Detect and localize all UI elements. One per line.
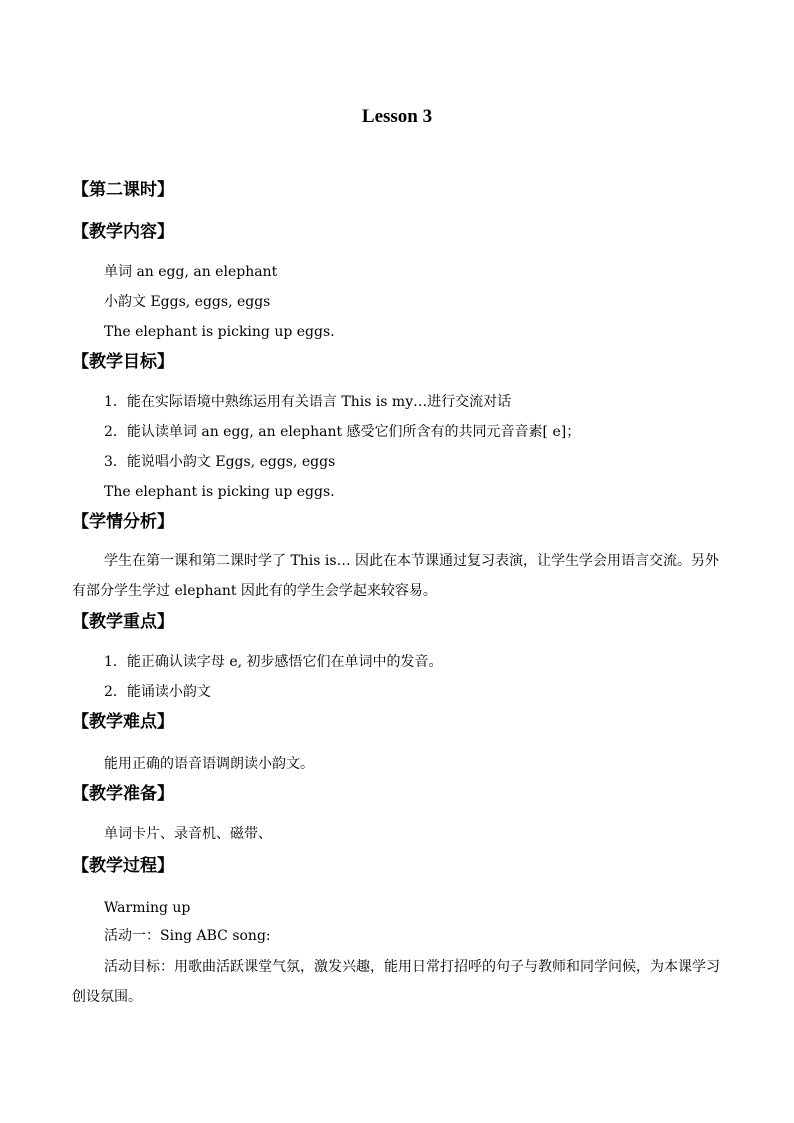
content-line: The elephant is picking up eggs. bbox=[104, 324, 335, 340]
key-points-line: 1．能正确认读字母 e, 初步感悟它们在单词中的发音。 bbox=[104, 654, 443, 670]
goals-line: The elephant is picking up eggs. bbox=[104, 484, 335, 500]
difficulties-heading: 【教学难点】 bbox=[72, 712, 174, 732]
process-line: 活动一：Sing ABC song: bbox=[104, 928, 271, 944]
analysis-heading: 【学情分析】 bbox=[72, 512, 174, 532]
analysis-paragraph: 学生在第一课和第二课时学了 This is… 因此在本节课通过复习表演，让学生学会用语言交流。另外有部分学生学过 elephant 因此有的学生会学起来较容易。 bbox=[72, 553, 720, 599]
preparation-heading: 【教学准备】 bbox=[72, 784, 174, 804]
difficulties-line: 能用正确的语音语调朗读小韵文。 bbox=[104, 756, 314, 772]
goals-line: 1．能在实际语境中熟练运用有关语言 This is my…进行交流对话 bbox=[104, 394, 512, 410]
content-heading: 【教学内容】 bbox=[72, 222, 174, 242]
key-points-heading: 【教学重点】 bbox=[72, 612, 174, 632]
goals-line: 2．能认读单词 an egg, an elephant 感受它们所含有的共同元音音素[ e]； bbox=[104, 424, 581, 440]
content-line: 小韵文 Eggs, eggs, eggs bbox=[104, 294, 271, 310]
goals-heading: 【教学目标】 bbox=[72, 352, 174, 372]
period-heading: 【第二课时】 bbox=[72, 180, 174, 200]
process-line: Warming up bbox=[104, 900, 191, 916]
goals-line: 3．能说唱小韵文 Eggs, eggs, eggs bbox=[104, 454, 336, 470]
preparation-line: 单词卡片、录音机、磁带、 bbox=[104, 826, 272, 842]
lesson-title: Lesson 3 bbox=[361, 106, 433, 127]
process-heading: 【教学过程】 bbox=[72, 856, 174, 876]
key-points-line: 2．能诵读小韵文 bbox=[104, 684, 211, 700]
content-line: 单词 an egg, an elephant bbox=[104, 264, 278, 280]
process-paragraph: 活动目标：用歌曲活跃课堂气氛，激发兴趣，能用日常打招呼的句子与教师和同学问候，为本课学习创设氛围。 bbox=[72, 959, 720, 1005]
